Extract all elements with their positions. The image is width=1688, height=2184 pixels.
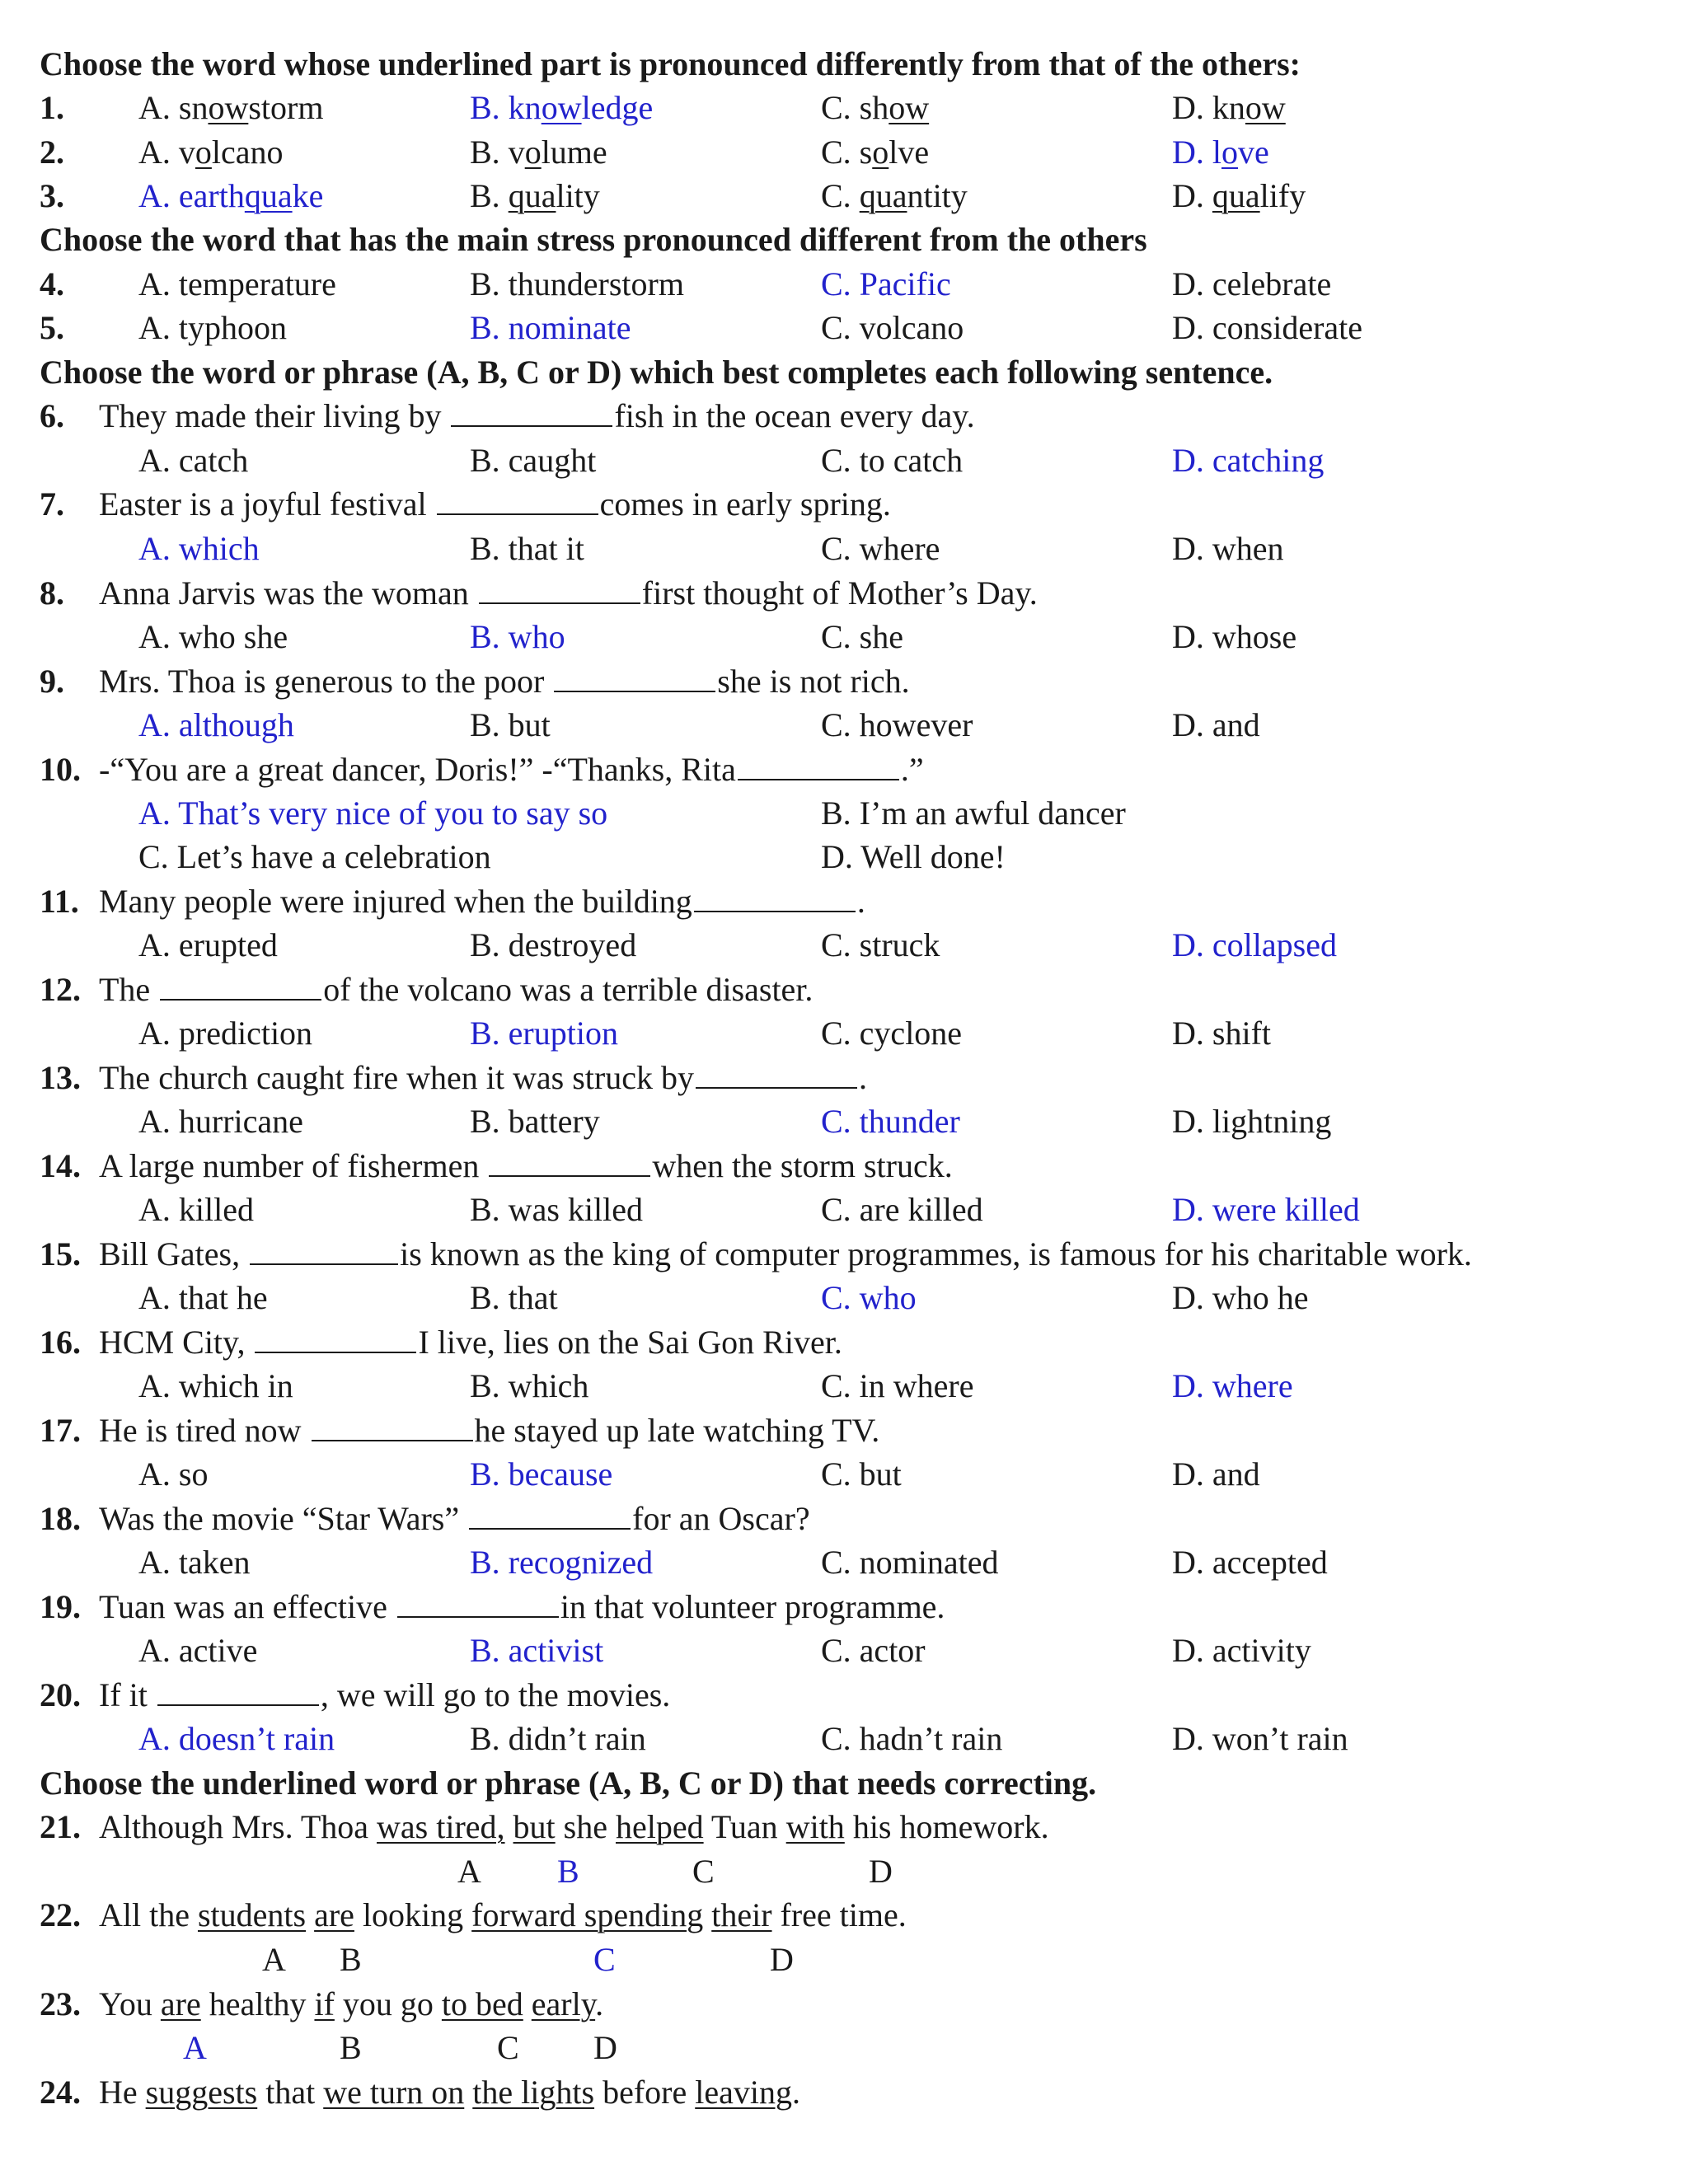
option-d[interactable]: D. and xyxy=(1172,706,1260,743)
option-d-answer[interactable]: D. collapsed xyxy=(1172,926,1337,963)
option-b[interactable]: B. caught xyxy=(470,442,597,479)
option-d[interactable]: D. know xyxy=(1172,89,1286,126)
question-text: Easter is a joyful festival comes in early spring. xyxy=(99,485,891,523)
option-a[interactable]: A. that he xyxy=(138,1279,268,1316)
question-number: 2. xyxy=(40,134,64,171)
question-number: 9. xyxy=(40,663,64,700)
question-text: He is tired now he stayed up late watching TV. xyxy=(99,1412,880,1449)
question-text: You are healthy if you go to bed early. xyxy=(99,1985,604,2022)
option-d[interactable]: D. considerate xyxy=(1172,309,1363,346)
option-b-answer[interactable]: B. nominate xyxy=(470,309,631,346)
option-b[interactable]: B. was killed xyxy=(470,1191,643,1228)
option-d[interactable]: D. won’t rain xyxy=(1172,1720,1348,1757)
option-a[interactable]: A. killed xyxy=(138,1191,254,1228)
option-d-answer[interactable]: D. love xyxy=(1172,134,1269,171)
question-number: 7. xyxy=(40,485,64,523)
underlined-part-d[interactable]: with xyxy=(785,1808,845,1845)
question-number: 17. xyxy=(40,1412,81,1449)
label-c: C xyxy=(497,2029,519,2066)
section-heading-completion: Choose the word or phrase (A, B, C or D) which best completes each following sentence. xyxy=(40,354,1273,391)
option-c[interactable]: C. solve xyxy=(821,134,930,171)
question-number: 12. xyxy=(40,971,81,1008)
question-number: 22. xyxy=(40,1896,81,1933)
option-d[interactable]: D. whose xyxy=(1172,618,1297,655)
option-d[interactable]: D. accepted xyxy=(1172,1544,1328,1581)
underlined-part-d[interactable]: leaving xyxy=(695,2074,792,2111)
option-a-answer[interactable]: A. That’s very nice of you to say so xyxy=(138,794,608,832)
option-d[interactable]: D. and xyxy=(1172,1455,1260,1493)
answer-blank[interactable] xyxy=(255,1324,416,1353)
question-number: 5. xyxy=(40,309,64,346)
question-text: He suggests that we turn on the lights before leaving. xyxy=(99,2074,800,2111)
label-b: B xyxy=(340,1941,362,1978)
underlined-part-d[interactable]: early xyxy=(531,1985,596,2022)
answer-blank[interactable] xyxy=(469,1500,631,1530)
option-b[interactable]: B. that it xyxy=(470,530,584,567)
option-c[interactable]: C. nominated xyxy=(821,1544,999,1581)
option-c[interactable]: C. to catch xyxy=(821,442,964,479)
underlined-part-a[interactable]: students xyxy=(197,1896,307,1933)
option-b[interactable]: B. quality xyxy=(470,177,600,214)
option-d[interactable]: D. Well done! xyxy=(821,838,1006,875)
option-a-answer[interactable]: A. although xyxy=(138,706,294,743)
option-d-answer[interactable]: D. catching xyxy=(1172,442,1325,479)
question-number: 8. xyxy=(40,574,64,612)
question-number: 18. xyxy=(40,1500,81,1537)
option-c-answer[interactable]: C. who xyxy=(821,1279,917,1316)
question-text: A large number of fishermen when the storm struck. xyxy=(99,1147,953,1184)
answer-blank[interactable] xyxy=(738,751,899,780)
answer-blank[interactable] xyxy=(437,485,598,515)
label-d: D xyxy=(869,1853,893,1890)
answer-blank[interactable] xyxy=(694,883,856,912)
question-text: HCM City, I live, lies on the Sai Gon River. xyxy=(99,1324,842,1361)
option-b[interactable]: B. volume xyxy=(470,134,607,171)
question-number: 14. xyxy=(40,1147,81,1184)
question-number: 3. xyxy=(40,177,64,214)
option-a[interactable]: A. typhoon xyxy=(138,309,287,346)
label-b: B xyxy=(340,2029,362,2066)
option-b[interactable]: B. thunderstorm xyxy=(470,265,684,302)
underlined-part-a[interactable]: was tired, xyxy=(377,1808,505,1845)
option-c[interactable]: C. hadn’t rain xyxy=(821,1720,1003,1757)
option-a[interactable]: A. temperature xyxy=(138,265,336,302)
answer-blank[interactable] xyxy=(250,1235,398,1265)
question-text: Tuan was an effective in that volunteer programme. xyxy=(99,1588,945,1625)
question-text: They made their living by fish in the ocean every day. xyxy=(99,397,975,434)
question-number: 16. xyxy=(40,1324,81,1361)
question-text: If it , we will go to the movies. xyxy=(99,1676,671,1713)
option-d[interactable]: D. celebrate xyxy=(1172,265,1332,302)
option-a-answer[interactable]: A. earthquake xyxy=(138,177,324,214)
label-d: D xyxy=(593,2029,617,2066)
option-b[interactable]: B. didn’t rain xyxy=(470,1720,646,1757)
answer-blank[interactable] xyxy=(397,1588,559,1618)
question-text: All the students are looking forward spending their free time. xyxy=(99,1896,907,1933)
underlined-part-c[interactable]: to bed xyxy=(441,1985,523,2022)
question-text: The of the volcano was a terrible disaster. xyxy=(99,971,814,1008)
question-number: 10. xyxy=(40,751,81,788)
option-a[interactable]: A. who she xyxy=(138,618,288,655)
answer-blank[interactable] xyxy=(160,971,321,1001)
option-c[interactable]: C. cyclone xyxy=(821,1015,963,1052)
label-b-answer: B xyxy=(557,1853,579,1890)
option-c[interactable]: C. she xyxy=(821,618,903,655)
option-c-answer[interactable]: C. thunder xyxy=(821,1103,960,1140)
option-b-answer[interactable]: B. activist xyxy=(470,1632,604,1669)
option-a[interactable]: A. active xyxy=(138,1632,258,1669)
option-b-answer[interactable]: B. because xyxy=(470,1455,613,1493)
question-number: 19. xyxy=(40,1588,81,1625)
answer-blank[interactable] xyxy=(479,574,640,604)
option-a[interactable]: A. snowstorm xyxy=(138,89,324,126)
underlined-part-b[interactable]: we turn on xyxy=(323,2074,465,2111)
label-a: A xyxy=(457,1853,481,1890)
question-text: Bill Gates, is known as the king of computer programmes, is famous for his charitable work. xyxy=(99,1235,1472,1272)
option-a[interactable]: A. erupted xyxy=(138,926,278,963)
option-a[interactable]: A. which in xyxy=(138,1367,293,1404)
question-number: 20. xyxy=(40,1676,81,1713)
question-number: 1. xyxy=(40,89,64,126)
underlined-part-b[interactable]: if xyxy=(314,1985,335,2022)
underlined-part-d[interactable]: their xyxy=(711,1896,772,1933)
option-b[interactable]: B. I’m an awful dancer xyxy=(821,794,1126,832)
answer-blank[interactable] xyxy=(489,1147,650,1177)
option-d-answer[interactable]: D. were killed xyxy=(1172,1191,1360,1228)
option-c[interactable]: C. quantity xyxy=(821,177,968,214)
option-c[interactable]: C. are killed xyxy=(821,1191,983,1228)
underlined-part-a[interactable]: suggests xyxy=(145,2074,258,2111)
answer-blank[interactable] xyxy=(157,1676,319,1706)
option-d-answer[interactable]: D. where xyxy=(1172,1367,1293,1404)
underlined-part-b[interactable]: but xyxy=(513,1808,556,1845)
option-a[interactable]: A. catch xyxy=(138,442,249,479)
option-d[interactable]: D. shift xyxy=(1172,1015,1271,1052)
section-heading-error-correction: Choose the underlined word or phrase (A, B, C or D) that needs correcting. xyxy=(40,1765,1097,1802)
question-number: 6. xyxy=(40,397,64,434)
option-a[interactable]: A. so xyxy=(138,1455,209,1493)
underlined-part-a[interactable]: are xyxy=(160,1985,201,2022)
question-number: 24. xyxy=(40,2074,81,2111)
option-b[interactable]: B. but xyxy=(470,706,551,743)
option-a-answer[interactable]: A. which xyxy=(138,530,260,567)
option-d[interactable]: D. qualify xyxy=(1172,177,1306,214)
option-b[interactable]: B. battery xyxy=(470,1103,600,1140)
question-text: Was the movie “Star Wars” for an Oscar? xyxy=(99,1500,810,1537)
label-c: C xyxy=(692,1853,715,1890)
question-number: 23. xyxy=(40,1985,81,2022)
section-heading-stress: Choose the word that has the main stress pronounced different from the others xyxy=(40,221,1147,258)
option-d[interactable]: D. lightning xyxy=(1172,1103,1332,1140)
question-text: The church caught fire when it was struck by . xyxy=(99,1059,867,1096)
option-c-answer[interactable]: C. Pacific xyxy=(821,265,951,302)
label-d: D xyxy=(770,1941,794,1978)
label-c-answer: C xyxy=(593,1941,616,1978)
option-c[interactable]: C. however xyxy=(821,706,973,743)
option-a[interactable]: A. prediction xyxy=(138,1015,313,1052)
option-b-answer[interactable]: B. eruption xyxy=(470,1015,618,1052)
option-b[interactable]: B. that xyxy=(470,1279,558,1316)
option-c[interactable]: C. but xyxy=(821,1455,902,1493)
option-c[interactable]: C. struck xyxy=(821,926,940,963)
underlined-part-c[interactable]: forward spending xyxy=(471,1896,704,1933)
option-c[interactable]: C. actor xyxy=(821,1632,926,1669)
question-text: -“You are a great dancer, Doris!” -“Thanks, Rita .” xyxy=(99,751,924,788)
option-b[interactable]: B. which xyxy=(470,1367,589,1404)
option-b-answer[interactable]: B. knowledge xyxy=(470,89,654,126)
question-number: 4. xyxy=(40,265,64,302)
question-number: 11. xyxy=(40,883,79,920)
option-c[interactable]: C. in where xyxy=(821,1367,974,1404)
section-heading-pronunciation: Choose the word whose underlined part is pronounced differently from that of the others: xyxy=(40,45,1301,82)
answer-blank[interactable] xyxy=(696,1059,857,1089)
answer-blank[interactable] xyxy=(312,1412,473,1441)
option-d[interactable]: D. activity xyxy=(1172,1632,1311,1669)
question-number: 13. xyxy=(40,1059,81,1096)
question-number: 15. xyxy=(40,1235,81,1272)
label-a-answer: A xyxy=(183,2029,207,2066)
option-b-answer[interactable]: B. recognized xyxy=(470,1544,654,1581)
option-c[interactable]: C. show xyxy=(821,89,930,126)
label-a: A xyxy=(262,1941,286,1978)
option-a[interactable]: A. hurricane xyxy=(138,1103,303,1140)
answer-blank[interactable] xyxy=(554,663,715,692)
option-a[interactable]: A. taken xyxy=(138,1544,251,1581)
option-a-answer[interactable]: A. doesn’t rain xyxy=(138,1720,335,1757)
question-text: Anna Jarvis was the woman first thought of Mother’s Day. xyxy=(99,574,1038,612)
question-text: Many people were injured when the building . xyxy=(99,883,865,920)
question-text: Although Mrs. Thoa was tired, but she helped Tuan with his homework. xyxy=(99,1808,1049,1845)
option-c[interactable]: C. Let’s have a celebration xyxy=(138,838,491,875)
question-number: 21. xyxy=(40,1808,81,1845)
option-c[interactable]: C. where xyxy=(821,530,940,567)
question-text: Mrs. Thoa is generous to the poor she is not rich. xyxy=(99,663,910,700)
option-b-answer[interactable]: B. who xyxy=(470,618,565,655)
underlined-part-c[interactable]: helped xyxy=(616,1808,704,1845)
option-d[interactable]: D. who he xyxy=(1172,1279,1309,1316)
option-c[interactable]: C. volcano xyxy=(821,309,964,346)
underlined-part-b[interactable]: are xyxy=(314,1896,354,1933)
option-b[interactable]: B. destroyed xyxy=(470,926,637,963)
option-d[interactable]: D. when xyxy=(1172,530,1284,567)
underlined-part-c[interactable]: the lights xyxy=(472,2074,595,2111)
option-a[interactable]: A. volcano xyxy=(138,134,284,171)
answer-blank[interactable] xyxy=(451,397,612,427)
